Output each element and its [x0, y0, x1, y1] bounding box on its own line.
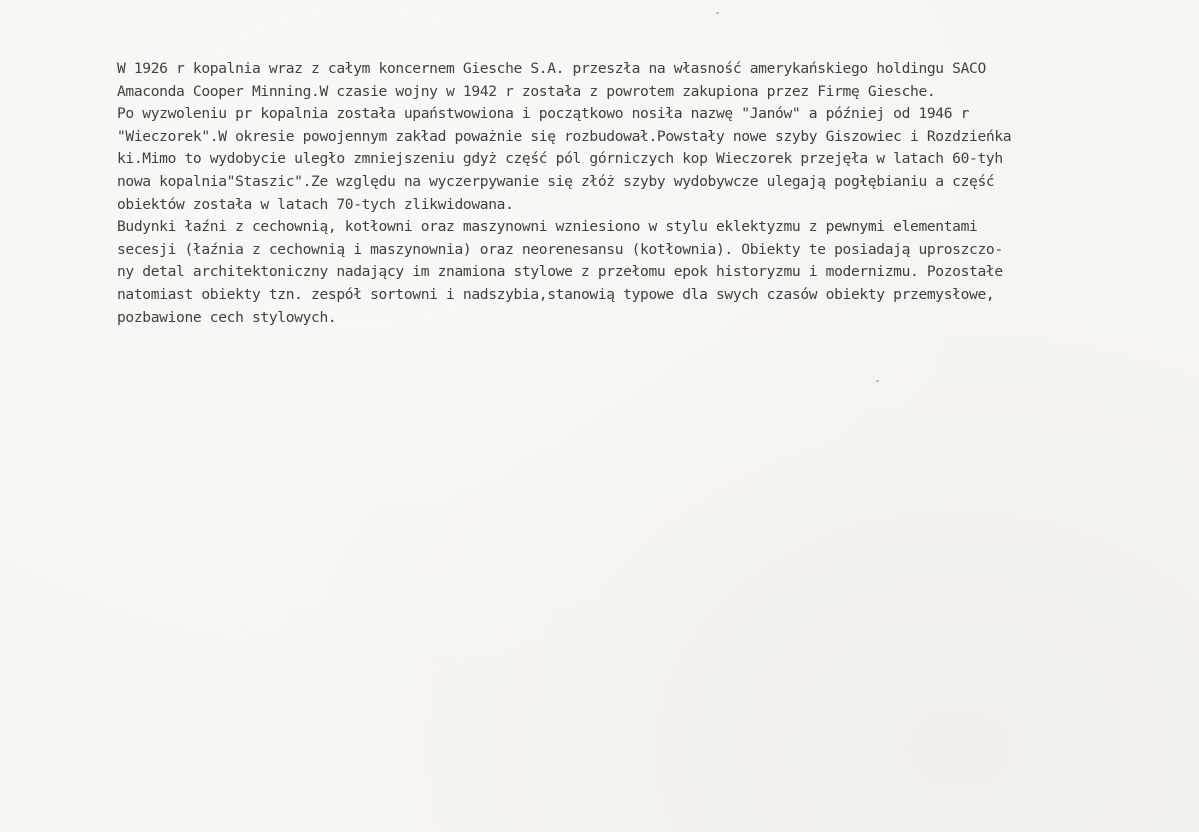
text-line: W 1926 r kopalnia wraz z całym koncernem Giesche S.A. przeszła na własność amerykańskiego holdingu SACO	[117, 60, 986, 77]
text-line: "Wieczorek".W okresie powojennym zakład poważnie się rozbudował.Powstały nowe szyby Giszowiec i Rozdzieńka	[117, 127, 1012, 145]
ink-speck	[876, 380, 879, 382]
text-line: pozbawione cech stylowych.	[117, 308, 337, 326]
text-line: secesji (łaźnia z cechownią i maszynownia) oraz neorenesansu (kotłownia). Obiekty te posiadają uproszczo-	[117, 240, 1003, 258]
text-line: natomiast obiekty tzn. zespół sortowni i nadszybia,stanowią typowe dla swych czasów obiekty przemysłowe,	[117, 285, 995, 303]
text-line: obiektów została w latach 70-tych zlikwidowana.	[117, 195, 514, 213]
text-line: ny detal architektoniczny nadający im znamiona stylowe z przełomu epok historyzmu i modernizmu. Pozostałe	[117, 263, 1003, 281]
text-line: ki.Mimo to wydobycie uległo zmniejszeniu gdyż część pól górniczych kop Wieczorek przejęła w latach 60-tyh	[117, 150, 1003, 168]
text-line: Budynki łaźni z cechownią, kotłowni oraz maszynowni wzniesiono w stylu eklektyzmu z pewnymi elementami	[117, 218, 978, 236]
text-line: nowa kopalnia"Staszic".Ze względu na wyczerpywanie się złóż szyby wydobywcze ulegają pogłębianiu a część	[117, 172, 995, 190]
text-line: Po wyzwoleniu pr kopalnia została upaństwowiona i początkowo nosiła nazwę "Janów" a później od 1946 r	[117, 105, 970, 123]
ink-speck	[716, 12, 719, 14]
typed-text-block	[117, 58, 1187, 329]
text-line: Amaconda Cooper Minning.W czasie wojny w 1942 r została z powrotem zakupiona przez Firmę Giesche.	[117, 82, 936, 100]
